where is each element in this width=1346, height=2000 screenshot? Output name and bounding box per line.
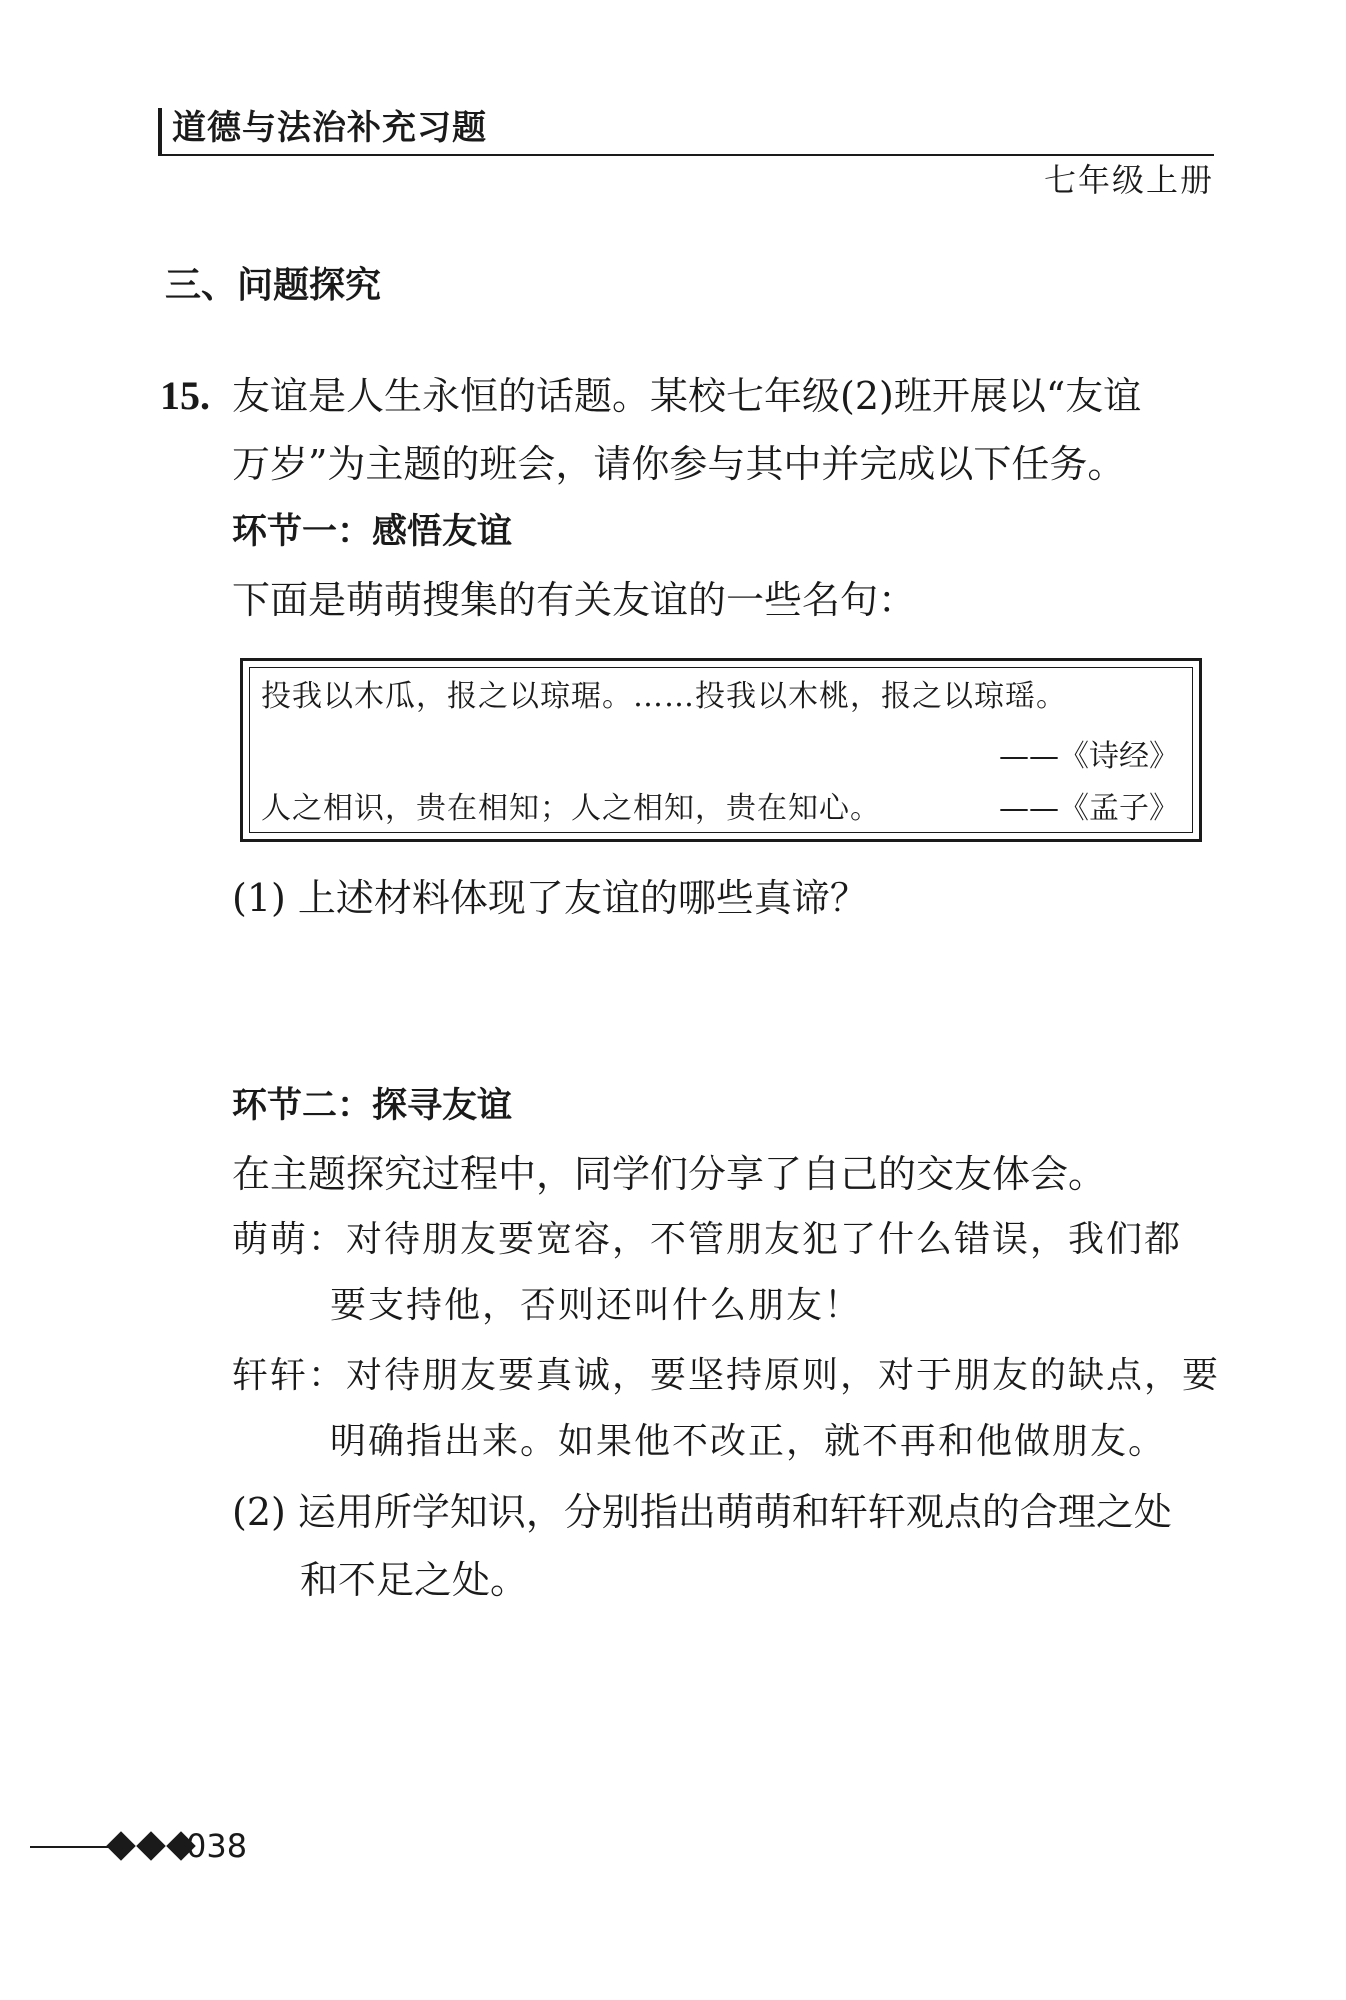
stage-two-lead: 在主题探究过程中，同学们分享了自己的交友体会。 xyxy=(232,1152,1107,1196)
header-rule xyxy=(158,154,1214,156)
footer-rule xyxy=(30,1846,110,1848)
quote-text: 投我以木瓜，报之以琼琚。……投我以木桃，报之以琼瑶。 xyxy=(261,679,1067,714)
grade-label: 七年级上册 xyxy=(1043,161,1214,199)
diamond-icon xyxy=(136,1831,166,1861)
stage-one-lead: 下面是萌萌搜集的有关友谊的一些名句： xyxy=(232,578,917,622)
stage-two-title: 环节二：探寻友谊 xyxy=(232,1086,513,1126)
sub-question-1: (1) 上述材料体现了友谊的哪些真谛？ xyxy=(232,876,868,920)
sub-question-2-line-2: 和不足之处。 xyxy=(300,1558,529,1602)
book-title: 道德与法治补充习题 xyxy=(172,108,487,148)
section-heading: 三、问题探究 xyxy=(165,265,382,306)
sub-question-2-line-1: (2) 运用所学知识，分别指出萌萌和轩轩观点的合理之处 xyxy=(232,1490,1172,1534)
page-number: 038 xyxy=(186,1827,248,1865)
mengmeng-line-1: 萌萌：对待朋友要宽容，不管朋友犯了什么错误，我们都 xyxy=(232,1219,1183,1260)
diamond-icon xyxy=(106,1831,136,1861)
xuanxuan-line-2: 明确指出来。如果他不改正，就不再和他做朋友。 xyxy=(330,1421,1167,1462)
quote-text: 人之相识，贵在相知；人之相知，贵在知心。 xyxy=(261,791,881,826)
xuanxuan-line-1: 轩轩：对待朋友要真诚，要坚持原则，对于朋友的缺点，要 xyxy=(232,1355,1221,1396)
question-intro-line-1: 友谊是人生永恒的话题。某校七年级(2)班开展以“友谊 xyxy=(232,374,1142,418)
header-bar-mark xyxy=(158,108,162,154)
mengmeng-line-2: 要支持他，否则还叫什么朋友！ xyxy=(330,1285,863,1326)
question-number: 15. xyxy=(160,373,210,418)
quote-source: ——《孟子》 xyxy=(999,791,1179,826)
quote-box xyxy=(240,658,1202,842)
question-intro-line-2: 万岁”为主题的班会，请你参与其中并完成以下任务。 xyxy=(232,442,1126,486)
stage-one-title: 环节一：感悟友谊 xyxy=(232,512,513,552)
diamond-ornament-icon xyxy=(106,1828,196,1864)
quote-source: ——《诗经》 xyxy=(999,739,1179,774)
